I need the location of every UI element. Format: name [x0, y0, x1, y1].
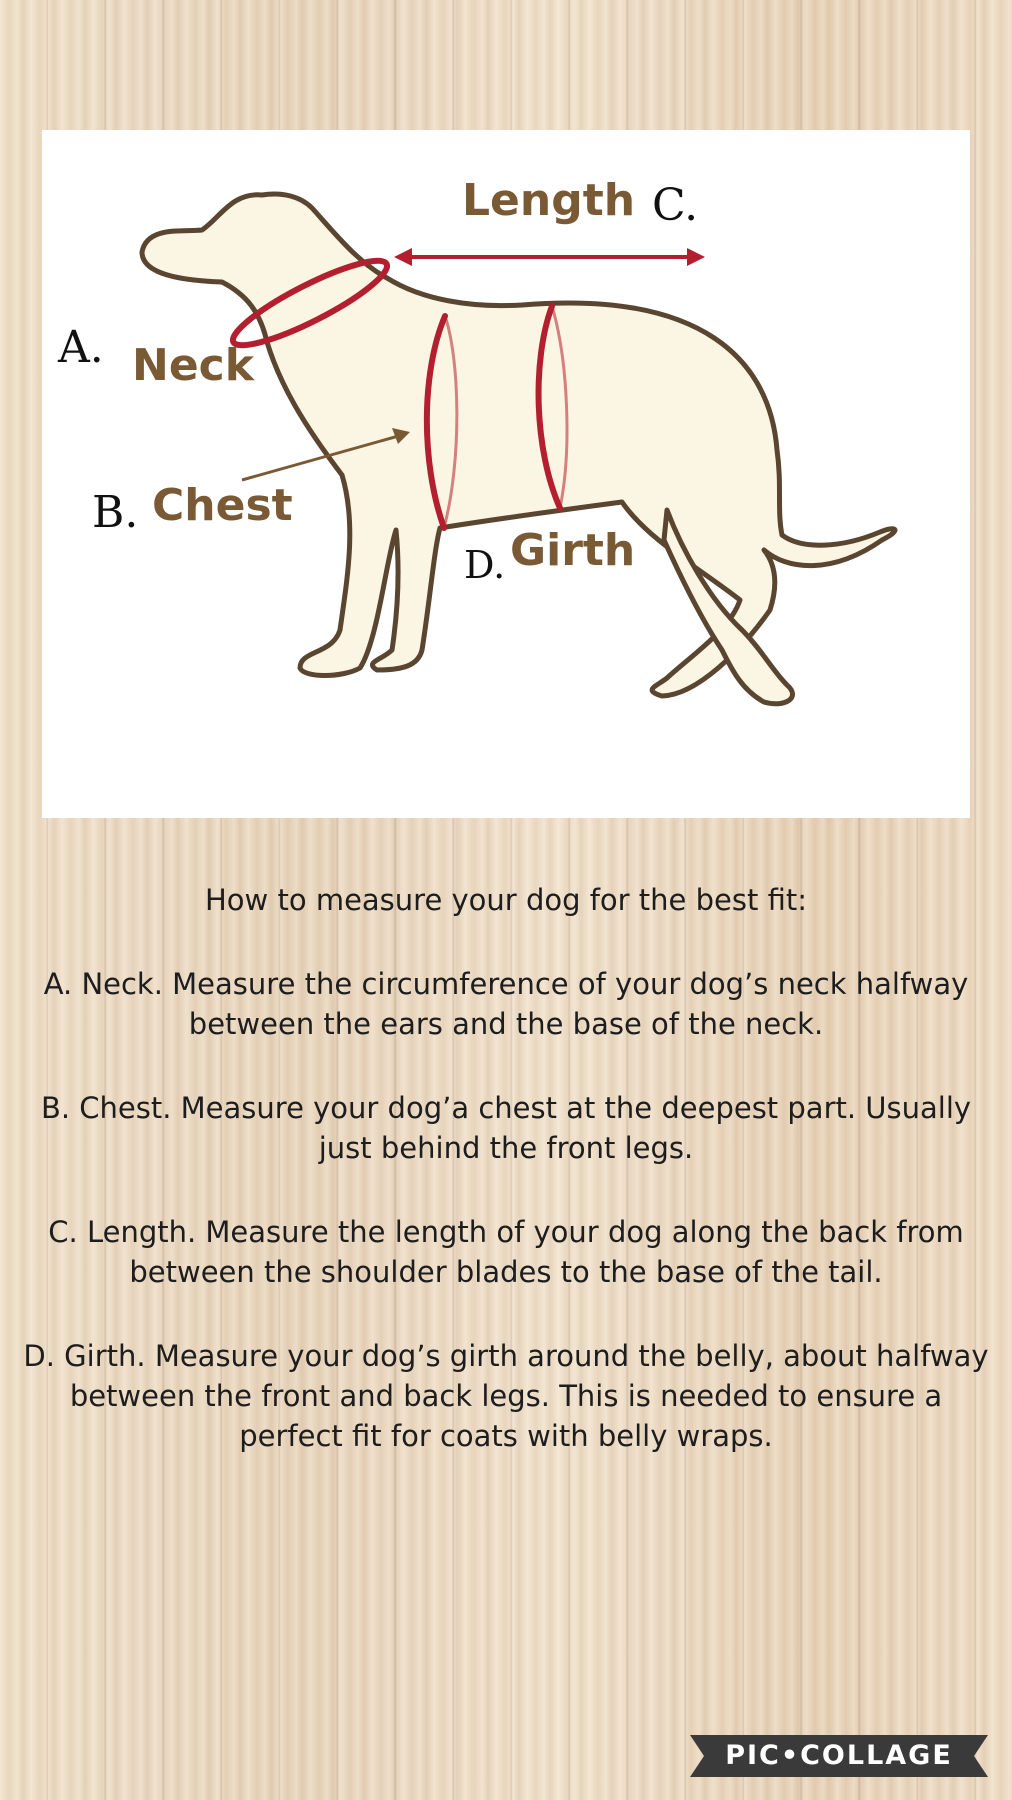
dog-illustration	[42, 130, 970, 818]
girth-word-label: Girth	[510, 525, 636, 576]
watermark-text: PIC•COLLAGE	[725, 1740, 953, 1771]
measuring-instructions	[20, 880, 992, 1500]
length-arrow-left-head	[394, 248, 412, 266]
pic-collage-watermark	[690, 1735, 988, 1777]
length-letter-label: C.	[652, 180, 699, 231]
girth-letter-label: D.	[464, 543, 506, 587]
measurement-diagram	[42, 130, 970, 818]
instruction-chest: B. Chest. Measure your dog’a chest at the deepest part. Usually just behind the front legs.	[40, 1091, 972, 1165]
neck-word-label: Neck	[132, 340, 255, 391]
instruction-girth: D. Girth. Measure your dog’s girth around the belly, about halfway between the front and back legs. This is needed to ensure a perfect fit for coats with belly wraps.	[23, 1339, 989, 1453]
chest-letter-label: B.	[92, 487, 139, 538]
chest-word-label: Chest	[152, 480, 293, 531]
length-arrow-right-head	[687, 248, 705, 266]
instruction-neck: A. Neck. Measure the circumference of your dog’s neck halfway between the ears and the base of the neck.	[43, 967, 969, 1041]
instruction-length: C. Length. Measure the length of your dog along the back from between the shoulder blades to the base of the tail.	[48, 1215, 964, 1289]
length-word-label: Length	[462, 175, 636, 226]
instructions-heading: How to measure your dog for the best fit:	[205, 883, 807, 917]
dog-silhouette	[142, 194, 895, 696]
neck-letter-label: A.	[58, 322, 104, 373]
